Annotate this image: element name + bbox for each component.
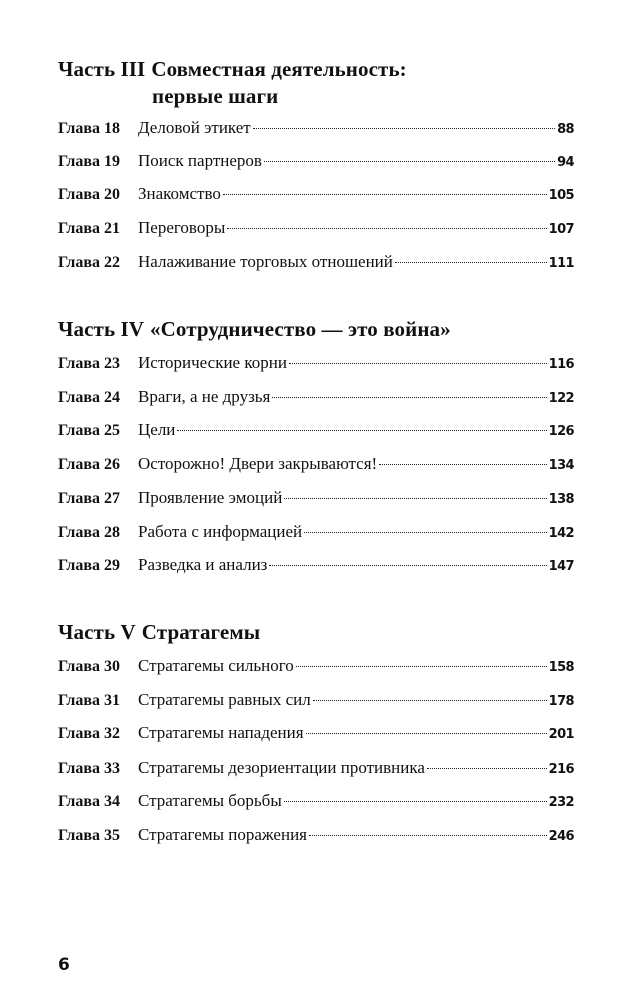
chapter-title: Стратагемы равных сил [138,690,311,709]
dot-leader [227,228,546,229]
chapter-page: 142 [548,526,574,541]
toc-row[interactable] [58,385,574,409]
part-label: Часть III [58,57,146,81]
part-heading [58,316,578,343]
chapter-title: Разведка и анализ [138,555,268,574]
chapter-page: 105 [548,188,574,203]
chapter-page: 178 [548,694,574,709]
page-number: 6 [58,955,70,975]
chapter-title: Стратагемы поражения [138,825,307,844]
dot-leader [379,464,546,465]
chapter-title: Знакомство [138,184,221,203]
part-heading [58,619,578,646]
toc-row[interactable] [58,823,574,847]
dot-leader [223,194,547,195]
dot-leader [309,835,547,836]
toc-row[interactable] [58,116,574,140]
chapter-number: Глава 32 [58,725,120,742]
dot-leader [272,397,546,398]
chapter-title: Деловой этикет [138,118,251,137]
chapter-title: Стратагемы дезориентации противника [138,758,425,777]
chapter-number: Глава 34 [58,793,120,810]
chapter-title: Переговоры [138,218,226,237]
chapter-number: Глава 22 [58,254,120,271]
dot-leader [284,801,547,802]
part-label: Часть IV [58,317,145,341]
chapter-number: Глава 35 [58,827,120,844]
chapter-number: Глава 29 [58,557,120,574]
chapter-number: Глава 25 [58,422,120,439]
part-heading [58,56,578,110]
chapter-title: Стратагемы борьбы [138,791,282,810]
dot-leader [395,262,547,263]
part-title-line1: «Сотрудничество — это война» [150,317,451,341]
chapter-page: 134 [548,458,574,473]
chapter-number: Глава 23 [58,355,120,372]
chapter-number: Глава 20 [58,186,120,203]
chapter-page: 88 [557,122,574,137]
chapter-number: Глава 24 [58,389,120,406]
chapter-page: 147 [548,559,574,574]
chapter-page: 111 [548,256,574,271]
chapter-title: Исторические корни [138,353,287,372]
toc-row[interactable] [58,452,574,476]
toc-row[interactable] [58,756,574,780]
chapter-title: Проявление эмоций [138,488,283,507]
chapter-number: Глава 27 [58,490,120,507]
part-label: Часть V [58,620,136,644]
part-title-line1: Стратагемы [141,620,261,644]
chapter-number: Глава 31 [58,692,120,709]
part-title-line2: первые шаги [152,84,279,108]
chapter-page: 107 [548,222,574,237]
dot-leader [269,565,546,566]
toc-row[interactable] [58,351,574,375]
dot-leader [304,532,547,533]
dot-leader [253,128,555,129]
chapter-page: 246 [548,829,574,844]
chapter-number: Глава 28 [58,524,120,541]
dot-leader [427,768,547,769]
chapter-title: Осторожно! Двери закрываются! [138,454,378,473]
toc-row[interactable] [58,520,574,544]
dot-leader [296,666,547,667]
toc-row[interactable] [58,149,574,173]
dot-leader [306,733,547,734]
chapter-number: Глава 21 [58,220,120,237]
chapter-page: 116 [548,357,574,372]
dot-leader [284,498,546,499]
toc-row[interactable] [58,789,574,813]
chapter-number: Глава 30 [58,658,120,675]
chapter-page: 94 [557,155,574,170]
part-title-line1: Совместная деятельность: [151,57,407,81]
dot-leader [313,700,547,701]
chapter-title: Налаживание торговых отношений [138,252,393,271]
chapter-title: Работа с информацией [138,522,303,541]
chapter-number: Глава 18 [58,120,120,137]
chapter-number: Глава 19 [58,153,120,170]
toc-row[interactable] [58,486,574,510]
chapter-title: Поиск партнеров [138,151,262,170]
chapter-page: 138 [548,492,574,507]
chapter-page: 216 [548,762,574,777]
chapter-page: 126 [548,424,574,439]
chapter-number: Глава 26 [58,456,120,473]
dot-leader [264,161,555,162]
toc-row[interactable] [58,654,574,678]
chapter-number: Глава 33 [58,760,120,777]
chapter-page: 201 [548,727,574,742]
chapter-page: 232 [548,795,574,810]
toc-row[interactable] [58,182,574,206]
chapter-title: Враги, а не друзья [138,387,271,406]
chapter-title: Цели [138,420,176,439]
toc-row[interactable] [58,553,574,577]
dot-leader [177,430,546,431]
dot-leader [289,363,547,364]
toc-row[interactable] [58,250,574,274]
chapter-title: Стратагемы нападения [138,723,304,742]
toc-row[interactable] [58,721,574,745]
chapter-page: 122 [548,391,574,406]
chapter-title: Стратагемы сильного [138,656,294,675]
chapter-page: 158 [548,660,574,675]
toc-row[interactable] [58,688,574,712]
toc-row[interactable] [58,216,574,240]
toc-row[interactable] [58,418,574,442]
